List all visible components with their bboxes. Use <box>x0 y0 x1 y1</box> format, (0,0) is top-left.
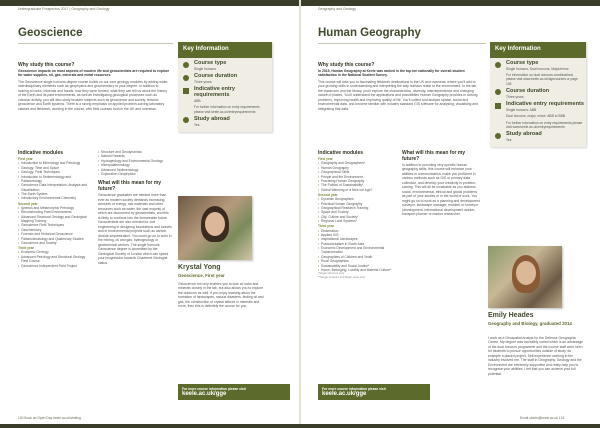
left-page-title: Geoscience <box>18 27 83 39</box>
future-heading: What will this mean for my future? <box>98 180 162 193</box>
module-item: • City, Culture and Society* <box>318 215 396 219</box>
duration-text: Three years <box>506 94 524 99</box>
module-item: • Inspirational Landscapes <box>318 237 396 241</box>
abroad-text: Yes <box>506 137 512 142</box>
right-page-title: Human Geography <box>318 27 421 39</box>
entry-item <box>178 87 272 114</box>
bottom-bar <box>0 424 600 428</box>
module-item: • Dynamic Geographies <box>318 197 396 201</box>
module-item: • Dissertation <box>318 229 396 233</box>
key-info-heading: Key Information <box>178 42 272 58</box>
course-type-icon <box>495 62 501 68</box>
future-body: In addition to providing very specific human geography skills, this course will enhance your abilities in communication, make you proficient in various methods such as GIS or primary data collection, and develop your creativity in problem-solving. This will all be invaluable as you address social, environmental, ethical and global problems as part of your studies or in the world of work. You might go on to work as a planning and development surveyor, landscape manager, resident or surveyor (development, international development worker, transport planner or market researcher. <box>402 163 480 217</box>
module-item: • Practising Human Geography <box>318 179 396 183</box>
modules-heading: Indicative modules <box>18 150 64 156</box>
duration-item <box>490 89 586 99</box>
module-item: • Geoscience and Society <box>18 241 92 245</box>
module-item: • Geographical Research Training <box>318 206 396 210</box>
more-info-text: For more course information please visit <box>322 387 386 391</box>
why-body: The Geoscience single honours degree course builds on our core geology modules by adding wider, interdisciplinary elements such as geophysics and geochemistry to your degree. In addition to looking at rocks, minerals and fossils, how they were formed, what they can tell us about the history of the Earth and its past environments, as well as investigating geological processes such as volcanic activity, you will also study broader subjects such as geoscience and society, tectonic geoscience and Earth systems. There is a strong emphasis on applied problem-solving laboratory classes and fieldwork, working in the course, with field courses both in the UK and overseas. <box>18 79 169 111</box>
student-photo-krystal <box>178 196 252 260</box>
module-item: • Natural Hazards <box>98 154 172 158</box>
module-item: • Geographies of Children and Youth <box>318 255 396 259</box>
module-item: • Global Warming or a New Ice Age? <box>318 188 396 192</box>
entry-more: For further information on entry requirements please visit keele.ac.uk/entryrequirements <box>194 105 260 114</box>
module-item: • Structure and Geodynamics <box>98 150 172 154</box>
module-year-heading: Third year <box>18 246 34 251</box>
profile-quote: I work as a Geospatial Analyst for the Defence Geographic Centre. My degree was incredibly varied which is an advantage of the dual honours programme and the course staff were keen for students to pursue opportunities outside of study, for example a placed project. Self-experience working in the industry involved me. The staff in Geography, Geology and the Environment are extremely supportive and really help you to recognise your abilities. I felt that you can achieve your full potential. <box>488 336 583 376</box>
page-spine <box>299 0 301 428</box>
why-lead: Geoscience impacts on most aspects of modern life and geoscientists are required to explore for water supplies, oil, gas, minerals and metal resources. <box>18 69 170 78</box>
photo-face <box>205 212 225 236</box>
globe-icon <box>495 133 501 139</box>
course-type-text: Single honours <box>194 66 216 71</box>
course-type-more: For information on dual honours combinations please visit www.keele.ac.uk/agecourses or page 105 <box>506 73 578 86</box>
module-item: • Introductory Environmental Chemistry <box>18 196 92 200</box>
entry-item <box>490 102 586 129</box>
module-year-heading: Second year <box>318 192 338 197</box>
module-item: • Geochemistry <box>18 228 92 232</box>
key-info-heading: Key Information <box>490 42 586 58</box>
photo-face <box>516 261 536 285</box>
right-more-info-box <box>318 384 430 400</box>
modules-heading: Indicative modules <box>318 150 364 156</box>
entry-icon <box>183 88 189 94</box>
module-item: • Advanced Structural Geology and Geological Mapping Training <box>18 215 92 224</box>
module-item: • Geography and Geographers* <box>318 161 396 165</box>
module-item: • Introduction to Mineralogy and Petrology <box>18 161 92 165</box>
course-type-title: Course type <box>194 60 227 66</box>
abroad-title: Study abroad <box>194 115 230 122</box>
abroad-text: Yes <box>194 122 200 127</box>
right-why-section <box>318 62 478 113</box>
abroad-item <box>178 117 272 132</box>
entry-text: Single honours: ABB <box>506 107 537 112</box>
right-modules-col <box>318 150 396 280</box>
module-item: • Advanced Petrology and Structural Geology Field Course <box>18 255 92 264</box>
module-item: • Advanced Sedimentology <box>98 168 172 172</box>
module-list <box>318 157 396 280</box>
course-type-item <box>178 61 272 71</box>
module-list-continued <box>98 150 172 176</box>
module-item: • Geographical Skills <box>318 170 396 174</box>
abroad-title: Study abroad <box>506 131 542 138</box>
duration-item <box>178 74 272 84</box>
globe-icon <box>183 117 189 123</box>
profile-sub: Geoscience, First year <box>178 273 225 278</box>
module-year-heading: Third year <box>318 224 334 229</box>
module-item: • Geology: Field Techniques <box>18 170 92 174</box>
module-item: • Micropalaeontology <box>98 163 172 167</box>
module-item: • Rural Geographies <box>318 259 396 263</box>
profile-quote: Geoscience not only enables you to look at rocks and minerals closely in the lab, but also allows you to explore the outdoors as well. If you enjoy learning about the formation of landscapes, natural disasters, finding oil and gas, the construction of crystal lattices in minerals and more, then this is definitely the course for you. <box>178 282 264 309</box>
future-heading: What will this mean for my future? <box>402 150 466 162</box>
course-type-item <box>490 61 586 86</box>
entry-text: ABB <box>194 99 201 103</box>
left-title-rule <box>18 43 173 44</box>
right-future-col <box>402 150 480 219</box>
future-body: Geoscience graduates are needed more than ever as modern society demands increasing amounts of energy, raw materials and other resources such as water, the vast majority of which are discovered by geoscientists, and this is likely to continue into the foreseeable future. Geoscientists are also needed for civil engineering in designing foundations and tunnels and in environmental projects such as carbon dioxide sequestration. You could go on to work in the mining, oil and gas, hydrogeology or geotechnical sectors. The single honours Geoscience degree is accredited by the Geological Society of London which can speed your progression towards Chartered Geologist status. <box>98 193 172 265</box>
module-year-heading: First year <box>18 157 33 161</box>
module-item: • The Politics of Sustainability* <box>318 183 396 187</box>
module-year-heading: First year <box>318 157 333 161</box>
more-info-link[interactable]: keele.ac.uk/gge <box>182 391 227 397</box>
module-item: • Igneous and Metamorphic Petrology <box>18 206 92 210</box>
left-running-header: Undergraduate Prospectus 2017 | Geography and Geology <box>18 7 110 11</box>
module-item: • Geoscience Independent Field Project <box>18 264 92 268</box>
module-footnote: **Single honours and Major route only <box>318 275 366 280</box>
why-heading: Why study this course? <box>18 62 75 68</box>
module-item: • Geoscience Data Interpretation, Analysis and Visualisation <box>18 183 92 192</box>
module-item: • Exploration Geophysics <box>98 172 172 176</box>
module-item: • Forensic and Historical Geoscience <box>18 232 92 236</box>
module-list <box>18 157 92 268</box>
module-item: • The Earth System <box>18 192 92 196</box>
module-item: • Postcolonialism in South Asia <box>318 242 396 246</box>
module-item: • Reconstructing Past Environments <box>18 210 92 214</box>
why-heading: Why study this course? <box>318 62 375 68</box>
course-type-icon <box>183 62 189 68</box>
course-type-text: Single honours, Dual honours, Major/minor <box>506 66 569 71</box>
right-folio: Email ukinfo@keele.ac.uk 101 <box>520 416 565 420</box>
module-item: • Regional Land Systems* <box>318 219 396 223</box>
module-item: • Economic Development and Environmental Transformation <box>318 246 396 255</box>
module-item: • Palaeoclimatology and Quaternary Studies <box>18 237 92 241</box>
profile-sub: Geography and Biology, graduated 2014 <box>488 321 572 326</box>
module-item: • People and the Environment <box>318 175 396 179</box>
left-why-section <box>18 62 170 113</box>
profile-name: Emily Heades <box>488 312 534 319</box>
left-modules-col1 <box>18 150 92 268</box>
left-modules-col2 <box>98 150 172 267</box>
entry-more: For further information on entry requirements please visit www.keele.ac.uk/entryrequirements <box>506 120 583 129</box>
profile-name: Krystal Yong <box>178 264 221 271</box>
module-item: • Practical Human Geography <box>318 202 396 206</box>
clock-icon <box>495 89 501 95</box>
module-item: • Economic Geology <box>18 250 92 254</box>
right-running-header: Geography and Geology <box>318 7 356 11</box>
duration-title: Course duration <box>506 87 550 94</box>
course-type-title: Course type <box>506 60 539 66</box>
left-more-info-box <box>178 384 290 400</box>
right-title-rule <box>318 43 486 44</box>
why-body: This course will take you to fascinating fieldwork destinations in the UK and overseas, where you'll add to your growing skills in understanding and interpreting the way humans relate to the environment. In the lab, the classroom and the library, you'll explore the characteristics, diversity, interdependence and changing nature of places. You'll understand the applications and possibilities Human Geography provides in solving problems, improving health and improving quality of life. You'll collect and analyse spatial, social and environmental data, and become familiar with industry standard GIS software for analysing, visualising and integrating that data. <box>318 79 479 111</box>
why-lead: In 2015, Human Geography at Keele was ranked in the top ten nationally for overall student satisfaction in the National Student Survey. <box>318 69 465 78</box>
left-folio: 100 Book an Open Day keele.ac.uk/visiting <box>18 416 81 420</box>
more-info-link[interactable]: keele.ac.uk/gge <box>322 391 367 397</box>
module-footnote: *Single Honours only <box>318 271 345 276</box>
module-item: • Sustainability and Social Justice* <box>318 264 396 268</box>
abroad-item <box>490 132 586 147</box>
module-item: • Applied GIS <box>318 233 396 237</box>
entry-title: Indicative entry requirements <box>194 86 236 99</box>
left-key-information-card <box>178 42 272 132</box>
entry-icon <box>495 103 501 109</box>
module-year-heading: Second year <box>18 201 38 206</box>
right-key-information-card <box>490 42 586 147</box>
entry-title: Indicative entry requirements <box>506 101 585 108</box>
module-item: • Geoscience Field Techniques <box>18 223 92 227</box>
module-item: • Introduction to Sedimentology and Palaeontology <box>18 175 92 184</box>
module-item: • Human Geography <box>318 166 396 170</box>
entry-text-dual: Dual honours, major, minor: ABB to BBB <box>506 114 566 119</box>
module-item: • Home, Belonging, Locality and Material Culture* <box>318 268 396 272</box>
more-info-text: For more course information please visit <box>182 387 246 391</box>
clock-icon <box>183 75 189 81</box>
module-item: • Geology: Time and Space <box>18 166 92 170</box>
duration-title: Course duration <box>194 73 238 80</box>
student-photo-emily <box>488 246 562 308</box>
module-item: • Hydrogeology and Environmental Geology <box>98 159 172 163</box>
duration-text: Three years <box>194 80 212 84</box>
module-item: • Space and Society <box>318 210 396 214</box>
